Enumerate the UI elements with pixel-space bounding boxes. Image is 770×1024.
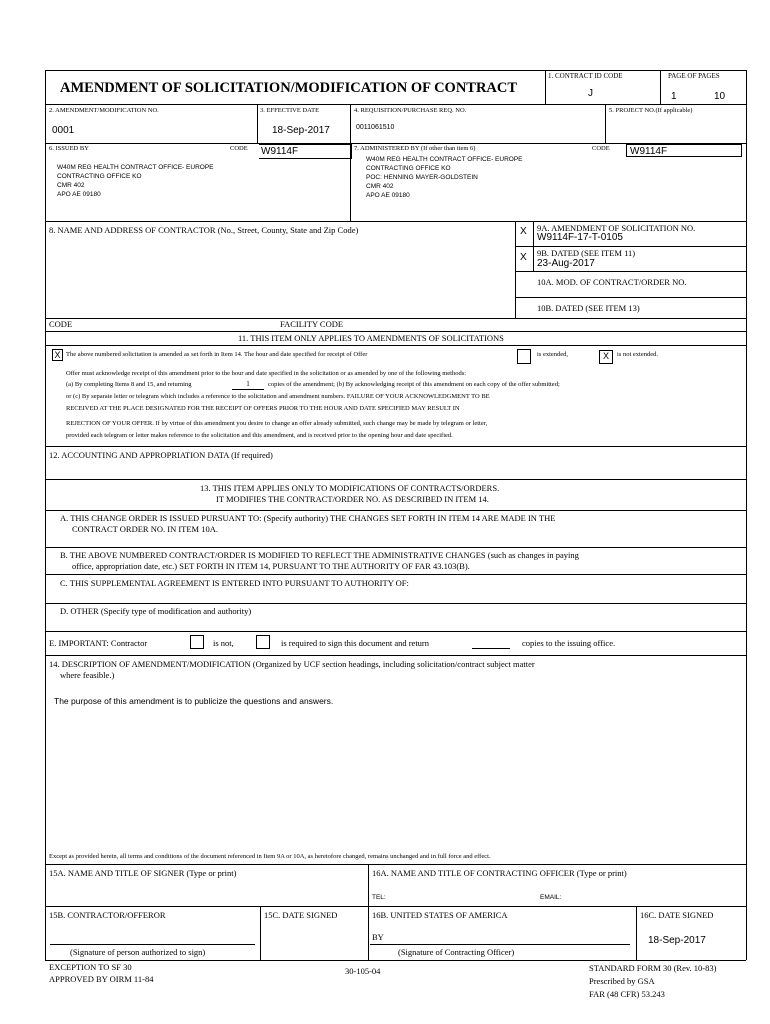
administered-by-line-3: POC: HENNING MAYER-GOLDSTEIN [366, 174, 478, 181]
issued-by-line-2: CONTRACTING OFFICE KO [57, 173, 142, 180]
signature-person-caption: (Signature of person authorized to sign) [70, 947, 206, 957]
effective-date-value: 18-Sep-2017 [272, 125, 330, 136]
officer-date-signed-value: 18-Sep-2017 [648, 935, 706, 946]
item-13b-line-2: office, appropriation date, etc.) SET FORTH IN ITEM 14, PURSUANT TO THE AUTHORITY OF FAR 43.103(B). [72, 561, 470, 571]
requisition-no-label: 4. REQUISITION/PURCHASE REQ. NO. [354, 107, 467, 114]
amendment-no-label: 2. AMENDMENT/MODIFICATION NO. [49, 107, 159, 114]
item-10b-label: 10B. DATED (SEE ITEM 13) [537, 303, 640, 313]
contracting-officer-name-label: 16A. NAME AND TITLE OF CONTRACTING OFFICER (Type or print) [372, 868, 627, 878]
extended-checkbox-1[interactable]: X [52, 349, 63, 361]
not-extended-label: is not extended. [617, 351, 658, 358]
item-9b-label: 9B. DATED (SEE ITEM 11) [537, 248, 636, 258]
email-label: EMAIL: [540, 894, 562, 901]
footer-standard-form: STANDARD FORM 30 (Rev. 10-83) [589, 963, 717, 973]
contractor-code-label: CODE [49, 319, 73, 329]
item-14-label-2: where feasible.) [60, 670, 115, 680]
contractor-is-not-checkbox[interactable] [190, 635, 204, 649]
item-14-label-1: 14. DESCRIPTION OF AMENDMENT/MODIFICATION (Organized by UCF section headings, including solicitation/contract subject matter [49, 659, 535, 669]
issued-by-line-1: W40M REG HEALTH CONTRACT OFFICE- EUROPE [57, 164, 214, 171]
item-11-para-2b: copies of the amendment; (b) By acknowledging receipt of this amendment on each copy of the offer submitted; [268, 381, 560, 388]
contractor-address-label: 8. NAME AND ADDRESS OF CONTRACTOR (No., Street, County, State and Zip Code) [49, 225, 359, 235]
copies-count: 1 [232, 380, 264, 390]
item-11-para-6: provided each telegram or letter makes reference to the solicitation and this amendment, and is received prior to the opening hour and date specified. [66, 432, 453, 439]
item-13a-line-1: A. THIS CHANGE ORDER IS ISSUED PURSUANT TO: (Specify authority) THE CHANGES SET FORTH IN ITEM 14 ARE MADE IN THE [60, 513, 556, 523]
item-9a-value: W9114F-17-T-0105 [537, 232, 623, 243]
contract-id-code-value: J [588, 88, 593, 99]
requisition-no-value: 0011061510 [356, 124, 395, 131]
extended-checkbox-2[interactable] [517, 349, 531, 364]
item-11-para-2a: (a) By completing Items 8 and 15, and returning [66, 381, 192, 388]
is-extended-label: is extended, [537, 351, 569, 358]
administered-by-line-5: APO AE 09180 [366, 192, 410, 199]
united-states-label: 16B. UNITED STATES OF AMERICA [372, 910, 508, 920]
item-11-para-5: REJECTION OF YOUR OFFER. If by virtue of this amendment you desire to change an offer already submitted, such change may be made by telegram or letter, [66, 420, 488, 427]
amendment-no-value: 0001 [52, 125, 75, 136]
page-count: 10 [714, 91, 726, 102]
item-13-title-1: 13. THIS ITEM APPLIES ONLY TO MODIFICATIONS OF CONTRACTS/ORDERS. [200, 483, 500, 493]
project-no-label: 5. PROJECT NO.(If applicable) [609, 107, 693, 114]
is-required-label: is required to sign this document and return [281, 638, 430, 648]
item-11-text: The above numbered solicitation is amended as set forth in Item 14. The hour and date specified for receipt of Offer [66, 351, 368, 358]
administered-by-line-2: CONTRACTING OFFICE KO [366, 165, 451, 172]
item-11-para-1: Offer must acknowledge receipt of this amendment prior to the hour and date specified in the solicitation or as amended by one of the following methods: [66, 370, 467, 377]
page-of-pages-label: PAGE OF PAGES [668, 72, 720, 80]
copies-return-blank[interactable] [472, 648, 510, 649]
item-10a-label: 10A. MOD. OF CONTRACT/ORDER NO. [537, 277, 687, 287]
contract-id-code-label: 1. CONTRACT ID CODE [548, 72, 623, 80]
administered-by-label: 7. ADMINISTERED BY (If other than item 6) [354, 145, 476, 152]
effective-date-label: 3. EFFECTIVE DATE [260, 107, 320, 114]
issued-by-label: 6. ISSUED BY [49, 145, 89, 152]
item-9b-value: 23-Aug-2017 [537, 258, 595, 269]
item-12-label: 12. ACCOUNTING AND APPROPRIATION DATA (If required) [49, 450, 273, 460]
footer-form-number: 30-105-04 [345, 966, 381, 976]
item-13b-line-1: B. THE ABOVE NUMBERED CONTRACT/ORDER IS MODIFIED TO REFLECT THE ADMINISTRATIVE CHANGES (such as changes in paying [60, 550, 579, 560]
item-14-footer: Except as provided herein, all terms and conditions of the document referenced in Item 9A or 10A, as heretofore changed, remains unchanged and in full force and effect. [49, 853, 491, 860]
item-9b-mark: X [520, 252, 527, 263]
item-11-para-4: RECEIVED AT THE PLACE DESIGNATED FOR THE RECEIPT OF OFFERS PRIOR TO THE HOUR AND DATE SPECIFIED MAY RESULT IN [66, 405, 460, 412]
contractor-date-signed-label: 15C. DATE SIGNED [264, 910, 338, 920]
item-14-description: The purpose of this amendment is to publicize the questions and answers. [54, 696, 334, 706]
not-extended-checkbox[interactable]: X [599, 350, 613, 364]
officer-date-signed-label: 16C. DATE SIGNED [640, 910, 714, 920]
administered-by-line-4: CMR 402 [366, 183, 394, 190]
issued-by-line-3: CMR 402 [57, 182, 85, 189]
copies-tail-label: copies to the issuing office. [522, 638, 616, 648]
issued-by-line-4: APO AE 09180 [57, 191, 101, 198]
tel-label: TEL: [372, 894, 386, 901]
item-9a-mark: X [520, 226, 527, 237]
contractor-is-required-checkbox[interactable] [256, 635, 270, 649]
item-9a-label: 9A. AMENDMENT OF SOLICITATION NO. [537, 223, 696, 233]
item-13c-label: C. THIS SUPPLEMENTAL AGREEMENT IS ENTERED INTO PURSUANT TO AUTHORITY OF: [60, 578, 409, 588]
item-13-title-2: IT MODIFIES THE CONTRACT/ORDER NO. AS DESCRIBED IN ITEM 14. [216, 494, 489, 504]
important-label: E. IMPORTANT: Contractor [49, 638, 148, 648]
is-not-label: is not, [213, 638, 234, 648]
page-number: 1 [671, 91, 677, 102]
administered-by-code-value: W9114F [626, 144, 742, 157]
form-title: AMENDMENT OF SOLICITATION/MODIFICATION OF CONTRACT [60, 80, 518, 96]
administered-by-line-1: W40M REG HEALTH CONTRACT OFFICE- EUROPE [366, 156, 523, 163]
signer-name-label: 15A. NAME AND TITLE OF SIGNER (Type or print) [49, 868, 237, 878]
footer-prescribed-by: Prescribed by GSA [589, 976, 655, 986]
item-13d-label: D. OTHER (Specify type of modification and authority) [60, 606, 252, 616]
facility-code-label: FACILITY CODE [280, 319, 344, 329]
issued-by-code-value: W9114F [259, 144, 352, 159]
by-label: BY [372, 932, 384, 942]
contractor-offeror-label: 15B. CONTRACTOR/OFFEROR [49, 910, 166, 920]
item-11-para-3: or (c) By separate letter or telegram which includes a reference to the solicitation and amendment numbers. FAILURE OF YOUR ACKNOWLEDGMENT TO BE [66, 393, 490, 400]
item-11-title: 11. THIS ITEM ONLY APPLIES TO AMENDMENTS OF SOLICITATIONS [238, 333, 504, 343]
signature-officer-caption: (Signature of Contracting Officer) [398, 947, 515, 957]
issued-by-code-label: CODE [230, 145, 248, 152]
footer-exception: EXCEPTION TO SF 30 [49, 962, 132, 972]
footer-far-reference: FAR (48 CFR) 53.243 [589, 989, 665, 999]
footer-approved-by: APPROVED BY OIRM 11-84 [49, 974, 154, 984]
item-13a-line-2: CONTRACT ORDER NO. IN ITEM 10A. [72, 524, 218, 534]
administered-by-code-label: CODE [592, 145, 610, 152]
